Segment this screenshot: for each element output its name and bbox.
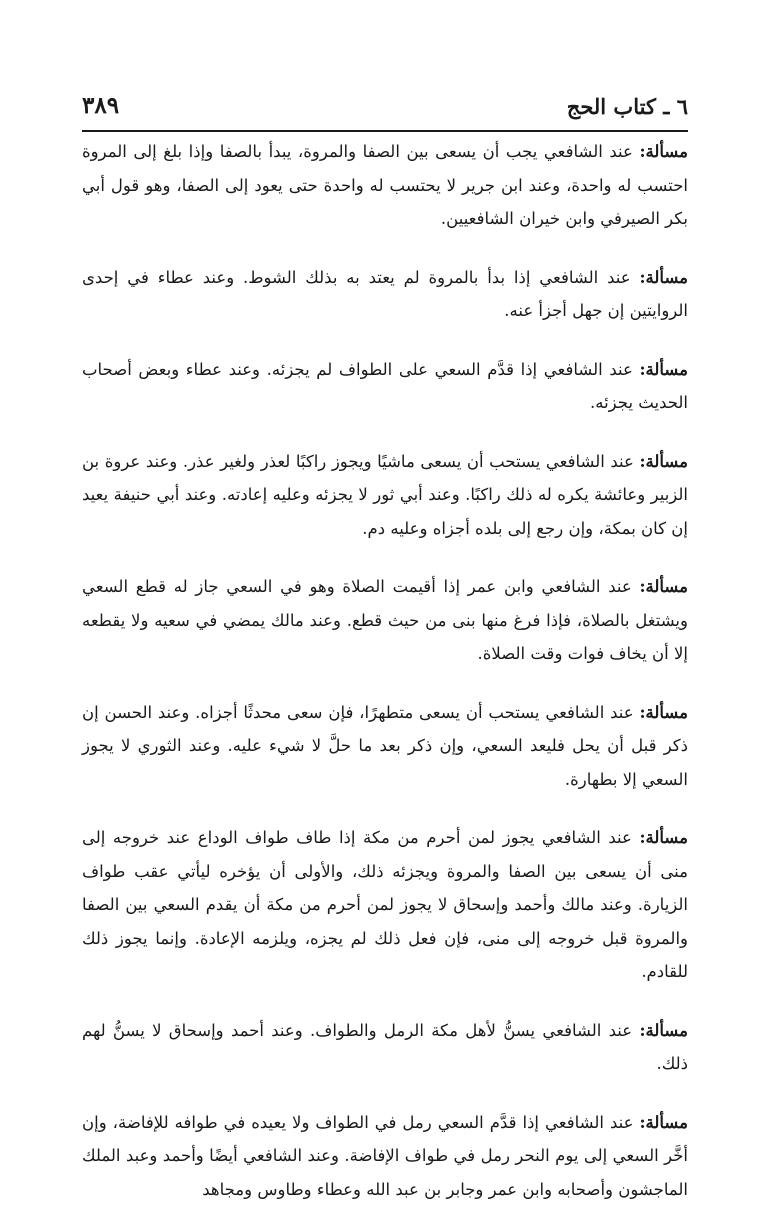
page-body xyxy=(82,135,688,1231)
paragraph-lead: مسألة: xyxy=(639,451,688,471)
paragraph xyxy=(82,135,688,236)
paragraph xyxy=(82,1014,688,1081)
paragraph xyxy=(82,570,688,671)
paragraph-lead: مسألة: xyxy=(639,267,689,287)
paragraph xyxy=(82,445,688,546)
paragraph-lead: مسألة: xyxy=(639,577,688,596)
paragraph-text: عند الشافعي يستحب أن يسعى متطهرًا، فإن سعى محدثًا أجزاه. وعند الحسن إن ذكر قبل أن يحل فليعد السعي، وإن ذكر بعد ما حلَّ لا شيء عليه. وعند الثوري لا يجوز السعي إلا بطهارة. xyxy=(82,702,688,789)
paragraph-lead: مسألة: xyxy=(639,702,688,722)
paragraph xyxy=(82,261,688,328)
paragraph-lead: مسألة: xyxy=(639,359,688,379)
paragraph-text: عند الشافعي يستحب أن يسعى ماشيًا ويجوز راكبًا لعذر ولغير عذر. وعند عروة بن الزبير وعائشة يكره له ذلك راكبًا. وعند أبي ثور لا يجزئه وعليه إعادته. وعند أبي حنيفة يعيد إن كان بمكة، وإن رجع إلى بلده أجزاه وعليه دم. xyxy=(82,451,688,538)
page-header xyxy=(82,88,688,132)
paragraph xyxy=(82,353,688,420)
paragraph-lead: مسألة: xyxy=(639,142,688,161)
chapter-title: ٦ ـ كتاب الحج xyxy=(566,94,688,119)
paragraph-text: عند الشافعي إذا بدأ بالمروة لم يعتد به بذلك الشوط. وعند عطاء في إحدى الروايتين إن جهل أجزأ عنه. xyxy=(82,267,688,320)
paragraph-lead: مسألة: xyxy=(639,828,688,847)
paragraph-lead: مسألة: xyxy=(639,1020,688,1040)
paragraph xyxy=(82,696,688,797)
paragraph-text: عند الشافعي يسنُّ لأهل مكة الرمل والطواف. وعند أحمد وإسحاق لا يسنُّ لهم ذلك. xyxy=(82,1020,688,1073)
paragraph xyxy=(82,1106,688,1207)
paragraph-text: عند الشافعي إذا قدَّم السعي رمل في الطواف ولا يعيده في طوافه للإفاضة، وإن أخَّر السعي إلى يوم النحر رمل في طواف الإفاضة. وعند الشافعي أيضًا وأحمد وعبد الملك الماجشون وأصحابه وابن عمر وجابر بن عبد الله وعطاء وطاوس ومجاهد xyxy=(82,1112,688,1199)
paragraph-lead: مسألة: xyxy=(639,1112,688,1132)
paragraph-text: عند الشافعي يجب أن يسعى بين الصفا والمروة، يبدأ بالصفا وإذا بلغ إلى المروة احتسب له واحدة، وعند ابن جرير لا يحتسب له واحدة حتى يعود إلى الصفا، وهو قول أبي بكر الصيرفي وابن خيران الشافعيين. xyxy=(82,142,688,228)
paragraph-text: عند الشافعي وابن عمر إذا أقيمت الصلاة وهو في السعي جاز له قطع السعي ويشتغل بالصلاة، فإذا فرغ منها بنى من حيث قطع. وعند مالك يمضي في سعيه ولا يقطعه إلا أن يخاف فوات وقت الصلاة. xyxy=(82,577,688,663)
paragraph-text: عند الشافعي إذا قدَّم السعي على الطواف لم يجزئه. وعند عطاء وبعض أصحاب الحديث يجزئه. xyxy=(82,359,688,412)
paragraph xyxy=(82,821,688,989)
paragraph-text: عند الشافعي يجوز لمن أحرم من مكة إذا طاف طواف الوداع عند خروجه إلى منى أن يسعى بين الصفا والمروة ويجزئه ذلك، والأولى أن يؤخره ليأتي عقب طواف الزيارة. وعند مالك وأحمد وإسحاق لا يجوز لمن أحرم من مكة أن يقدم السعي بين الصفا والمروة قبل خروجه إلى منى، فإن فعل ذلك لم يجزه، ويلزمه الإعادة. وإنما يجوز ذلك للقادم. xyxy=(82,828,688,981)
page-number: ٣٨٩ xyxy=(82,92,120,119)
